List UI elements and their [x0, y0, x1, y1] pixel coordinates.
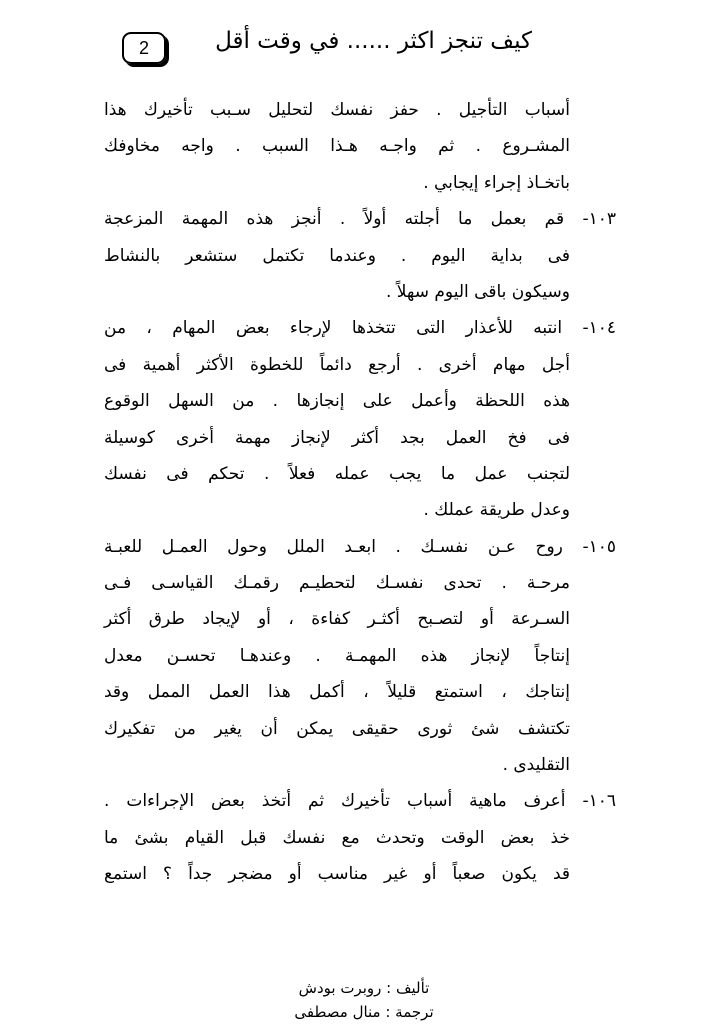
text-line: مرحـة . تحدى نفسـك لتحطيـم رقمـك القياسـى فـى: [104, 573, 570, 594]
list-item-104: [104, 310, 616, 528]
page-header: [0, 24, 728, 74]
list-item-105: [104, 529, 616, 784]
list-item-106: [104, 783, 616, 892]
text-line: وعدل طريقة عملك .: [423, 500, 570, 521]
text-line: التقليدى .: [502, 755, 570, 776]
text-line: المشـروع . ثم واجـه هـذا السبب . واجه مخاوفك: [104, 136, 570, 157]
book-title: كيف تنجز اكثر ...... في وقت أقل: [215, 28, 532, 54]
page-body: [104, 92, 616, 893]
item-number: ١٠٦-: [582, 791, 616, 812]
text-line: خذ بعض الوقت وتحدث مع نفسك قبل القيام بشئ ما: [104, 827, 570, 848]
text-line: فى فخ العمل بجد أكثر لإنجاز مهمة أخرى كوسيلة: [104, 427, 570, 448]
text-line: أجل مهام أخرى . أرجع دائماً للخطوة الأكثر أهمية فى: [104, 354, 570, 375]
text-line: ١٠٥- روح عـن نفسـك . ابعـد الملل وحول العمـل للعبـة: [104, 536, 617, 557]
text-line: السـرعة أو لتصـبح أكثـر كفاءة ، أو لإيجاد طرق أكثر: [104, 609, 570, 630]
item-number: ١٠٣-: [582, 209, 616, 230]
text-line: ١٠٤- انتبه للأعذار التى تتخذها لإرجاء بعض المهام ، من: [104, 318, 617, 339]
text-line: إنتاجاً لإنجاز هذه المهمـة . وعندهـا تحسـن معدل: [104, 645, 570, 666]
text-line: إنتاجك ، استمتع قليلاً ، أكمل هذا العمل الممل وقد: [104, 682, 570, 703]
text-line: باتخـاذ إجراء إيجابي .: [423, 172, 570, 193]
item-number: ١٠٤-: [582, 318, 617, 339]
page-number-box: 2: [122, 32, 166, 64]
text-line: لتجنب عمل ما يجب عمله فعلاً . تحكم فى نفسك: [104, 463, 570, 484]
text-line: قد يكون صعباً أو غير مناسب أو مضجر جداً ؟ استمع: [104, 864, 570, 885]
text-line: هذه اللحظة وأعمل على إنجازها . من السهل الوقوع: [104, 391, 570, 412]
intro-paragraph: [104, 92, 616, 201]
text-line: وسيكون باقى اليوم سهلاً .: [385, 281, 570, 302]
text-line: ١٠٦- أعرف ماهية أسباب تأخيرك ثم أتخذ بعض الإجراءات .: [104, 791, 616, 812]
author-credit: تأليف : روبرت بودش: [298, 979, 430, 997]
text-line: أسباب التأجيل . حفز نفسك لتحليل سـبب تأخيرك هذا: [104, 100, 570, 120]
translator-credit: ترجمة : منال مصطفى: [294, 1003, 434, 1021]
item-number: ١٠٥-: [582, 536, 617, 557]
page-footer: [0, 976, 728, 1024]
text-line: ١٠٣- قم بعمل ما أجلته أولاً . أنجز هذه المهمة المزعجة: [104, 209, 616, 230]
text-line: فى بداية اليوم . وعندما تكتمل ستشعر بالنشاط: [104, 245, 570, 266]
list-item-103: [104, 201, 616, 310]
text-line: تكتشف شئ ثورى حقيقى يمكن أن يغير من تفكيرك: [104, 718, 570, 739]
